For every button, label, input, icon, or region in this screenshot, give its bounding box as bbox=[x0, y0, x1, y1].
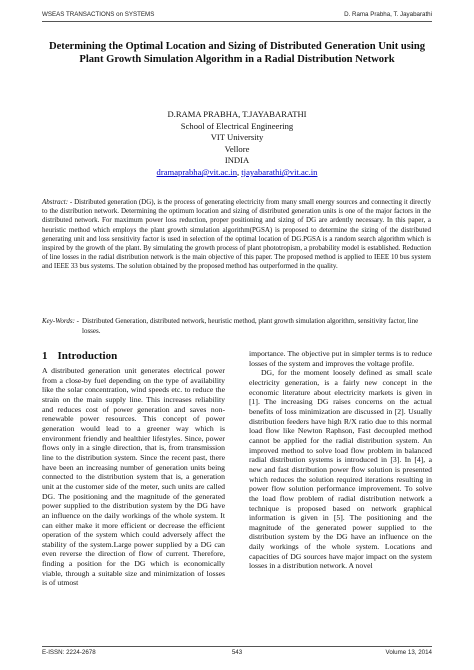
email-link-1[interactable]: dramaprabha@vit.ac.in bbox=[156, 166, 237, 177]
footer-volume: Volume 13, 2014 bbox=[385, 649, 432, 656]
intro-paragraph-1: A distributed generation unit generates electrical power from a close-by fuel depending on the type of availability like the solar concentration, wind speeds etc. to reduce the strain on the main supply line. This increases reliability and reduces cost of power generation and saves non-renewable power resources. This concept of power generation would lead to a greener way which is environment friendly and healthier lifestyles. Since, power flows only in a single direction, that is, from transmission line to the distribution system. Since the recent past, there have been an increasing number of generation units being connected to the distribution system that is, a generation unit at the customer side of the meter, such units are called DG. The positioning and the magnitude of the generated power supplied to the distribution system by the DG have an influence on the daily workings of the whole system. It can either make it more efficient or decrease the efficient operation of the system which could adversely affect the stability of the system.Large power supplied by a DG can even reverse the direction of flow of current. Therefore, finding a position for the DG which is economically viable, through a suitable size and minimization of losses is of utmost bbox=[42, 366, 225, 588]
abstract-text: Distributed generation (DG), is the process of generating electricity from many small energy sources and connecting it directly to the distribution network. Determining the optimum location and sizing of distributed generation units is one of the major factors in the distributed network. For maximum power loss reduction, proper positioning and sizing of DG are ardently necessary. In this paper, a heuristic method which employs the plant growth simulation algorithm(PGSA) is proposed to determine the sizing of the distributed generating unit and loss sensitivity factor is used in selection of the optimal location of DG.PGSA is a random search algorithm which is inspired by the growth of the plant. By simulating the growth process of plant phototropism, a probability model is established. Reduction of line losses in the radial distribution network is the main objective of this paper. The proposed method is applied to IEEE 10 bus system and IEEE 33 bus systems. The solution obtained by the proposed method has outperformed in the quality. bbox=[42, 198, 431, 271]
intro-paragraph-1-continued: importance. The objective put in simpler terms is to reduce losses of the system and improves the voltage profile. bbox=[249, 349, 432, 368]
section-title: Introduction bbox=[57, 350, 118, 362]
header-rule bbox=[42, 21, 432, 22]
author-school: School of Electrical Engineering bbox=[180, 120, 294, 131]
author-block bbox=[0, 109, 474, 179]
abstract bbox=[42, 198, 431, 272]
author-country: INDIA bbox=[224, 155, 250, 166]
author-university: VIT University bbox=[210, 132, 264, 143]
running-header bbox=[42, 11, 432, 21]
section-heading bbox=[42, 350, 225, 363]
header-authors: D. Rama Prabha, T. Jayabarathi bbox=[344, 11, 432, 18]
page-number: 543 bbox=[231, 649, 243, 656]
email-link-2[interactable]: tjayabarathi@vit.ac.in bbox=[241, 166, 318, 177]
journal-name: WSEAS TRANSACTIONS on SYSTEMS bbox=[42, 11, 155, 18]
right-column bbox=[249, 349, 432, 571]
author-names: D.RAMA PRABHA, T.JAYABARATHI bbox=[167, 109, 307, 119]
abstract-lead: Abstract: - bbox=[42, 198, 73, 206]
author-city: Vellore bbox=[224, 143, 250, 154]
keywords bbox=[42, 317, 431, 336]
keywords-lead: Key-Words: - bbox=[42, 317, 80, 325]
keywords-text: Distributed Generation, distributed network, heuristic method, plant growth simulation algorithm, sensitivity factor, line losses. bbox=[82, 317, 419, 335]
author-emails bbox=[0, 167, 474, 179]
section-number: 1 bbox=[42, 350, 48, 362]
left-column bbox=[42, 350, 225, 588]
paper-title: Determining the Optimal Location and Sizing of Distributed Generation Unit using Plant Growth Simulation Algorithm in a Radial Distribution Network bbox=[48, 41, 426, 66]
footer-issn: E-ISSN: 2224-2678 bbox=[42, 649, 96, 656]
email-separator: , bbox=[237, 166, 242, 177]
footer-rule bbox=[42, 646, 432, 647]
intro-paragraph-2: DG, for the moment loosely defined as small scale electricity generation, is a fairly new concept in the economic literature about electricity markets is given in [1]. The increasing DG raises concerns on the actual benefits of loss minimization are discussed in [2]. Usually distribution feeders have high R/X ratio due to this normal load flow like Newton Raphson, Fast decoupled method cannot be applied for the radial distribution system. An improved method to solve load flow problem in balanced radial distribution systems is introduced in [3]. In [4], a new and fast distribution power flow solution is presented which reduces the solution required iterations resulting in power flow solution performance improvement. To solve the load flow problem of radial distribution network a technique is proposed based on network graphical information is given in [5]. The positioning and the magnitude of the generated power supplied to the distribution system by the DG have an influence on the daily workings of the whole system. Locations and capacities of DG sources have major impact on the system losses in a distribution network. A novel bbox=[249, 368, 432, 571]
page-footer bbox=[42, 649, 432, 659]
